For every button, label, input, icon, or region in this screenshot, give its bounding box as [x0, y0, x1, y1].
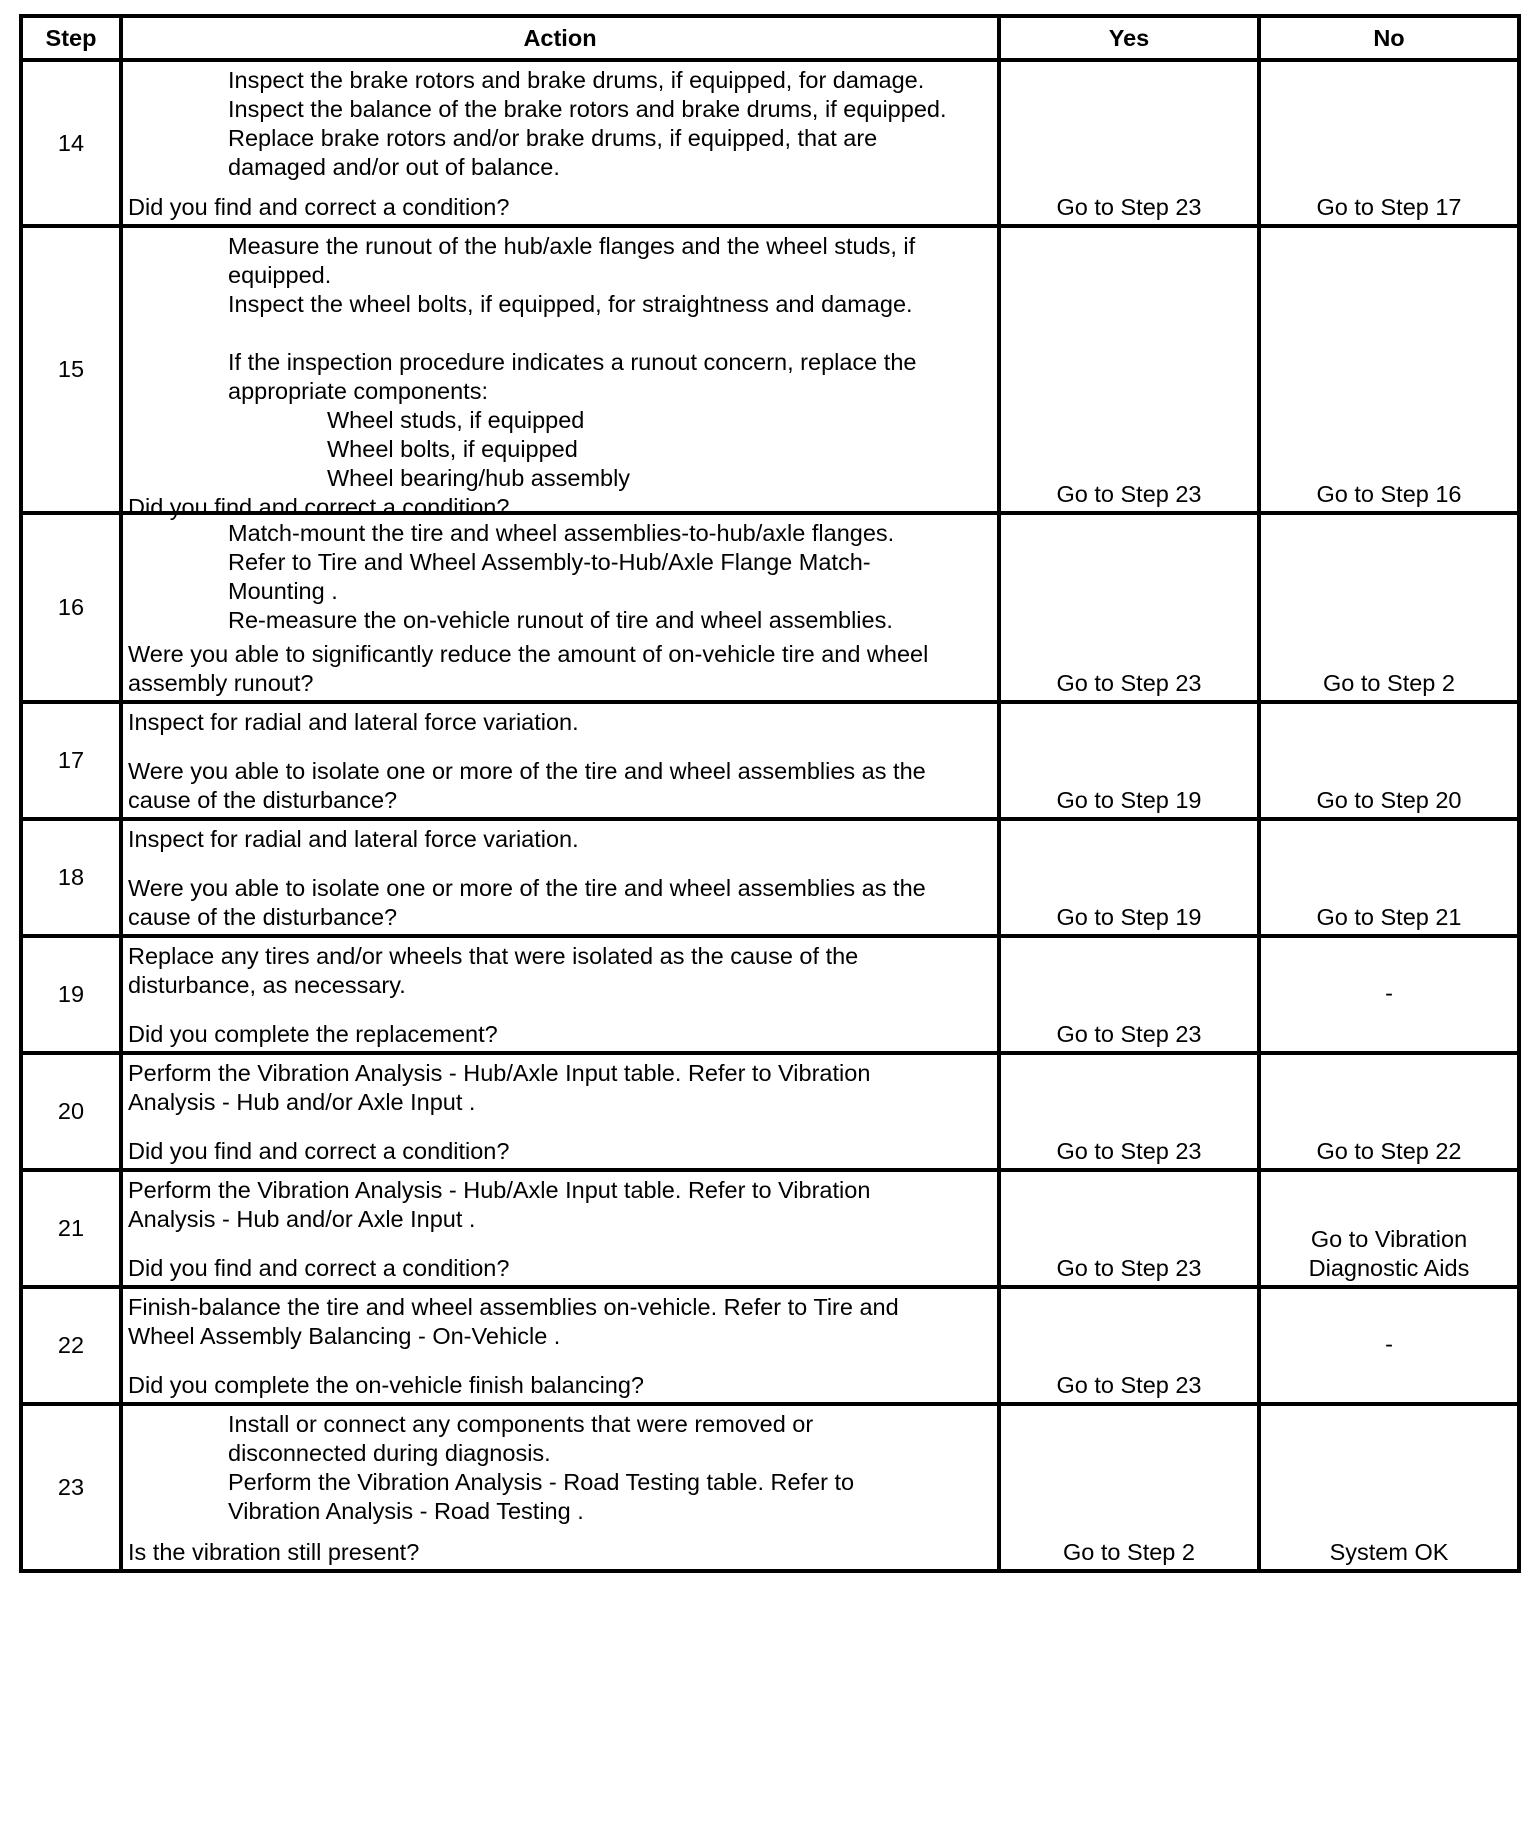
action-instructions [128, 519, 991, 635]
step-number: 19 [21, 936, 121, 1053]
action-cell [121, 819, 999, 936]
action-instructions [128, 1410, 991, 1526]
action-line: Perform the Vibration Analysis - Hub/Axle Input table. Refer to Vibration [128, 1060, 871, 1086]
no-outcome: System OK [1259, 1404, 1519, 1571]
action-cell [121, 936, 999, 1053]
step-number: 20 [21, 1053, 121, 1170]
action-question: Did you find and correct a condition? [128, 494, 510, 520]
table-row [21, 1287, 1519, 1404]
action-line: disturbance, as necessary. [128, 972, 406, 998]
no-outcome: - [1259, 936, 1519, 1053]
action-instructions [128, 232, 991, 493]
action-line: Refer to Tire and Wheel Assembly-to-Hub/Axle Flange Match- [228, 549, 871, 575]
step-number: 14 [21, 60, 121, 226]
action-cell [121, 226, 999, 520]
action-cell [121, 60, 999, 226]
action-line: If the inspection procedure indicates a runout concern, replace the [228, 349, 917, 375]
action-question: Is the vibration still present? [128, 1539, 420, 1565]
action-question: Did you find and correct a condition? [128, 194, 510, 220]
action-cell [121, 1404, 999, 1571]
yes-outcome: Go to Step 23 [999, 1287, 1259, 1404]
action-question: Did you complete the on-vehicle finish balancing? [128, 1372, 645, 1398]
action-cell [121, 1287, 999, 1404]
action-instructions [128, 825, 991, 854]
action-line: Inspect the wheel bolts, if equipped, for straightness and damage. [228, 291, 913, 317]
action-line: Inspect for radial and lateral force variation. [128, 709, 579, 735]
action-line: Match-mount the tire and wheel assemblies-to-hub/axle flanges. [228, 520, 895, 546]
yes-outcome: Go to Step 23 [999, 1053, 1259, 1170]
yes-outcome: Go to Step 19 [999, 702, 1259, 819]
no-outcome: - [1259, 1287, 1519, 1404]
table-row [21, 226, 1519, 513]
no-outcome: Go to Step 2 [1259, 513, 1519, 702]
action-line: Analysis - Hub and/or Axle Input . [128, 1089, 476, 1115]
table-row [21, 1053, 1519, 1170]
table-row [21, 1404, 1519, 1571]
yes-outcome: Go to Step 23 [999, 60, 1259, 226]
no-outcome: Go to Step 17 [1259, 60, 1519, 226]
action-line: Wheel studs, if equipped [327, 407, 585, 433]
action-line: Perform the Vibration Analysis - Road Testing table. Refer to [228, 1469, 855, 1495]
action-line: Inspect the balance of the brake rotors and brake drums, if equipped. [228, 96, 947, 122]
action-instructions [128, 1059, 991, 1117]
action-instructions [128, 1176, 991, 1234]
action-line [128, 319, 991, 348]
action-line: Vibration Analysis - Road Testing . [228, 1498, 584, 1524]
table-body [21, 60, 1519, 1571]
action-question: Were you able to isolate one or more of the tire and wheel assemblies as the cause of the disturbance? [128, 758, 926, 813]
action-line: disconnected during diagnosis. [228, 1440, 551, 1466]
action-line: Analysis - Hub and/or Axle Input . [128, 1206, 476, 1232]
action-instructions [128, 708, 991, 737]
action-line: appropriate components: [228, 378, 488, 404]
header-no: No [1259, 16, 1519, 60]
action-line: Wheel bolts, if equipped [327, 436, 578, 462]
yes-outcome: Go to Step 2 [999, 1404, 1259, 1571]
action-line: Measure the runout of the hub/axle flanges and the wheel studs, if [228, 233, 916, 259]
action-line: Install or connect any components that were removed or [228, 1411, 814, 1437]
yes-outcome: Go to Step 23 [999, 513, 1259, 702]
action-instructions [128, 66, 991, 182]
action-instructions [128, 942, 991, 1000]
action-line: Re-measure the on-vehicle runout of tire and wheel assemblies. [228, 607, 893, 633]
action-question: Did you find and correct a condition? [128, 1255, 510, 1281]
action-line: Replace brake rotors and/or brake drums, if equipped, that are [228, 125, 878, 151]
step-number: 18 [21, 819, 121, 936]
yes-outcome: Go to Step 19 [999, 819, 1259, 936]
no-outcome: Go to Vibration Diagnostic Aids [1259, 1170, 1519, 1287]
action-question: Were you able to significantly reduce the amount of on-vehicle tire and wheel assembly runout? [128, 641, 929, 696]
yes-outcome: Go to Step 23 [999, 936, 1259, 1053]
header-row [21, 16, 1519, 60]
table-row [21, 936, 1519, 1053]
table-row [21, 819, 1519, 936]
no-outcome: Go to Step 20 [1259, 702, 1519, 819]
no-outcome: Go to Step 21 [1259, 819, 1519, 936]
action-line: Replace any tires and/or wheels that were isolated as the cause of the [128, 943, 859, 969]
no-outcome: Go to Step 16 [1259, 226, 1519, 513]
diagnostic-table [19, 14, 1521, 1573]
action-line: Wheel Assembly Balancing - On-Vehicle . [128, 1323, 561, 1349]
table-row [21, 702, 1519, 819]
step-number: 16 [21, 513, 121, 702]
action-cell [121, 702, 999, 819]
step-number: 22 [21, 1287, 121, 1404]
step-number: 17 [21, 702, 121, 819]
yes-outcome: Go to Step 23 [999, 226, 1259, 513]
header-yes: Yes [999, 16, 1259, 60]
action-line: Inspect the brake rotors and brake drums, if equipped, for damage. [228, 67, 925, 93]
action-line: Finish-balance the tire and wheel assemblies on-vehicle. Refer to Tire and [128, 1294, 899, 1320]
action-question: Did you complete the replacement? [128, 1021, 498, 1047]
action-cell [121, 513, 999, 702]
action-question: Did you find and correct a condition? [128, 1138, 510, 1164]
action-line: Wheel bearing/hub assembly [327, 465, 631, 491]
no-outcome: Go to Step 22 [1259, 1053, 1519, 1170]
action-line: Mounting . [228, 578, 338, 604]
header-step: Step [21, 16, 121, 60]
action-line: Perform the Vibration Analysis - Hub/Axle Input table. Refer to Vibration [128, 1177, 871, 1203]
header-action: Action [121, 16, 999, 60]
table-row [21, 60, 1519, 226]
table-row [21, 513, 1519, 702]
action-line: damaged and/or out of balance. [228, 154, 560, 180]
yes-outcome: Go to Step 23 [999, 1170, 1259, 1287]
action-cell [121, 1053, 999, 1170]
table-row [21, 1170, 1519, 1287]
step-number: 15 [21, 226, 121, 513]
action-line: Inspect for radial and lateral force variation. [128, 826, 579, 852]
step-number: 23 [21, 1404, 121, 1571]
action-cell [121, 1170, 999, 1287]
action-instructions [128, 1293, 991, 1351]
action-question: Were you able to isolate one or more of the tire and wheel assemblies as the cause of the disturbance? [128, 875, 926, 930]
action-line: equipped. [228, 262, 332, 288]
step-number: 21 [21, 1170, 121, 1287]
